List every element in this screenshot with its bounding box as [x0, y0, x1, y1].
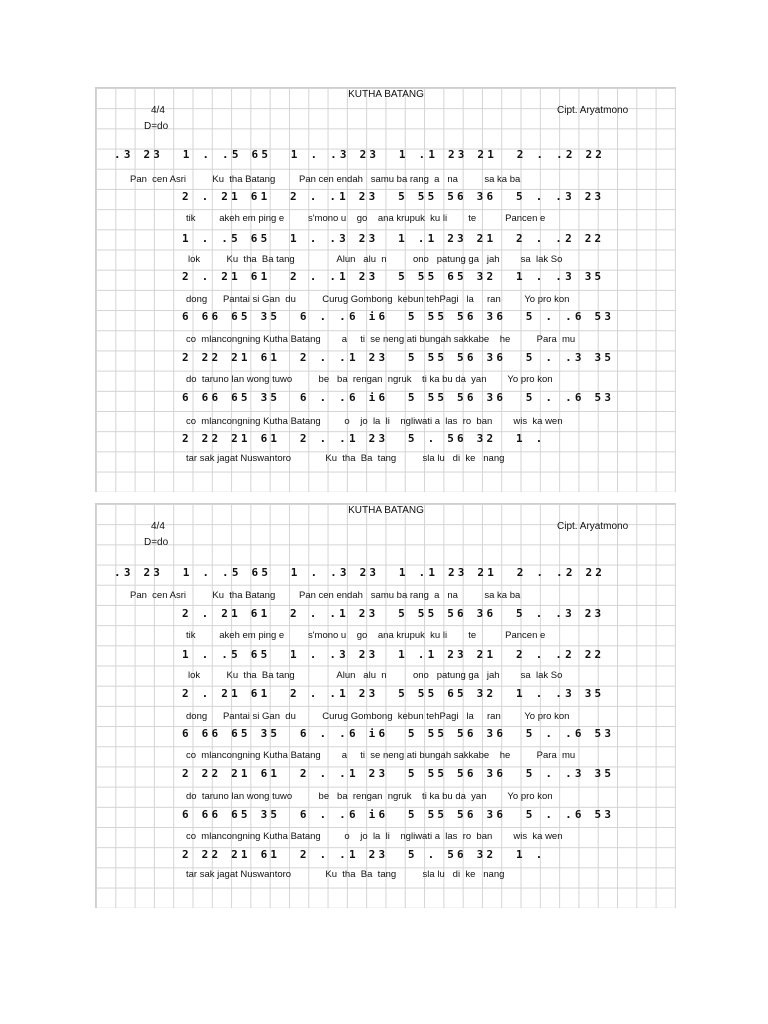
key-signature: D=do: [144, 537, 169, 548]
lyric-line: dong Pantai si Gan du Curug Gombong kebun tehPagi la ran Yo pro kon: [186, 711, 570, 722]
notation-line: 2 22 21 61 2 . .1 23 5 55 56 36 5 . .3 35: [182, 351, 615, 364]
notation-row: [96, 763, 676, 785]
composer-credit: Cipt. Aryatmono: [557, 105, 629, 116]
key-signature: D=do: [144, 121, 169, 132]
score-sheet-1: [95, 87, 676, 492]
notation-line: 6 66 65 35 6 . .6 i6 5 55 56 36 5 . .6 53: [182, 727, 615, 740]
lyric-line: co mlancongning Kutha Batang o jo la li ngliwati a las ro ban wis ka wen: [186, 831, 563, 842]
notation-row: [96, 844, 676, 866]
notation-line: 6 66 65 35 6 . .6 i6 5 55 56 36 5 . .6 53: [182, 391, 615, 404]
notation-line: 6 66 65 35 6 . .6 i6 5 55 56 36 5 . .6 53: [182, 310, 615, 323]
notation-line: 2 . 21 61 2 . .1 23 5 55 65 32 1 . .3 35: [182, 270, 605, 283]
composer-credit: Cipt. Aryatmono: [557, 521, 629, 532]
song-title: KUTHA BATANG: [348, 505, 424, 516]
lyric-line: Pan cen Asri Ku tha Batang Pan cen endah samu ba rang a na sa ka ba: [130, 590, 521, 601]
lyric-line: tar sak jagat Nuswantoro Ku tha Ba tang sla lu di ke nang: [186, 453, 505, 464]
notation-line: 2 22 21 61 2 . .1 23 5 . 56 32 1 .: [182, 432, 546, 445]
lyric-line: co mlancongning Kutha Batang a ti se neng ati bungah sakkabe he Para mu: [186, 334, 576, 345]
notation-line: .3 23 1 . .5 65 1 . .3 23 1 .1 23 21 2 . .2 22: [114, 148, 606, 161]
time-signature: 4/4: [151, 521, 165, 532]
lyric-line: co mlancongning Kutha Batang a ti se neng ati bungah sakkabe he Para mu: [186, 750, 576, 761]
notation-row: [96, 562, 676, 584]
lyric-line: lok Ku tha Ba tang Alun alu n ono patung ga jah sa lak So: [188, 670, 563, 681]
notation-row: [96, 644, 676, 666]
notation-row: [96, 387, 676, 409]
notation-row: [96, 603, 676, 625]
notation-line: 2 22 21 61 2 . .1 23 5 55 56 36 5 . .3 35: [182, 767, 615, 780]
notation-row: [96, 266, 676, 288]
notation-row: [96, 723, 676, 745]
notation-line: .3 23 1 . .5 65 1 . .3 23 1 .1 23 21 2 . .2 22: [114, 566, 606, 579]
notation-line: 6 66 65 35 6 . .6 i6 5 55 56 36 5 . .6 53: [182, 808, 615, 821]
lyric-line: Pan cen Asri Ku tha Batang Pan cen endah samu ba rang a na sa ka ba: [130, 174, 521, 185]
notation-row: [96, 144, 676, 166]
lyric-line: do taruno lan wong tuwo be ba rengan ngruk ti ka bu da yan Yo pro kon: [186, 791, 553, 802]
notation-row: [96, 683, 676, 705]
notation-line: 2 . 21 61 2 . .1 23 5 55 56 36 5 . .3 23: [182, 607, 605, 620]
notation-row: [96, 347, 676, 369]
notation-line: 1 . .5 65 1 . .3 23 1 .1 23 21 2 . .2 22: [182, 648, 605, 661]
notation-row: [96, 306, 676, 328]
notation-row: [96, 804, 676, 826]
notation-line: 2 22 21 61 2 . .1 23 5 . 56 32 1 .: [182, 848, 546, 861]
lyric-line: tik akeh em ping e s'mono u go ana krupuk ku li te Pancen e: [186, 630, 546, 641]
notation-row: [96, 428, 676, 450]
lyric-line: tar sak jagat Nuswantoro Ku tha Ba tang sla lu di ke nang: [186, 869, 505, 880]
notation-row: [96, 228, 676, 250]
lyric-line: tik akeh em ping e s'mono u go ana krupuk ku li te Pancen e: [186, 213, 546, 224]
notation-row: [96, 186, 676, 208]
time-signature: 4/4: [151, 105, 165, 116]
lyric-line: do taruno lan wong tuwo be ba rengan ngruk ti ka bu da yan Yo pro kon: [186, 374, 553, 385]
song-title: KUTHA BATANG: [348, 89, 424, 100]
lyric-line: dong Pantai si Gan du Curug Gombong kebun tehPagi la ran Yo pro kon: [186, 294, 570, 305]
notation-line: 1 . .5 65 1 . .3 23 1 .1 23 21 2 . .2 22: [182, 232, 605, 245]
lyric-line: co mlancongning Kutha Batang o jo la li ngliwati a las ro ban wis ka wen: [186, 416, 563, 427]
notation-line: 2 . 21 61 2 . .1 23 5 55 65 32 1 . .3 35: [182, 687, 605, 700]
score-sheet-2: [95, 503, 676, 908]
notation-line: 2 . 21 61 2 . .1 23 5 55 56 36 5 . .3 23: [182, 190, 605, 203]
lyric-line: lok Ku tha Ba tang Alun alu n ono patung ga jah sa lak So: [188, 254, 563, 265]
